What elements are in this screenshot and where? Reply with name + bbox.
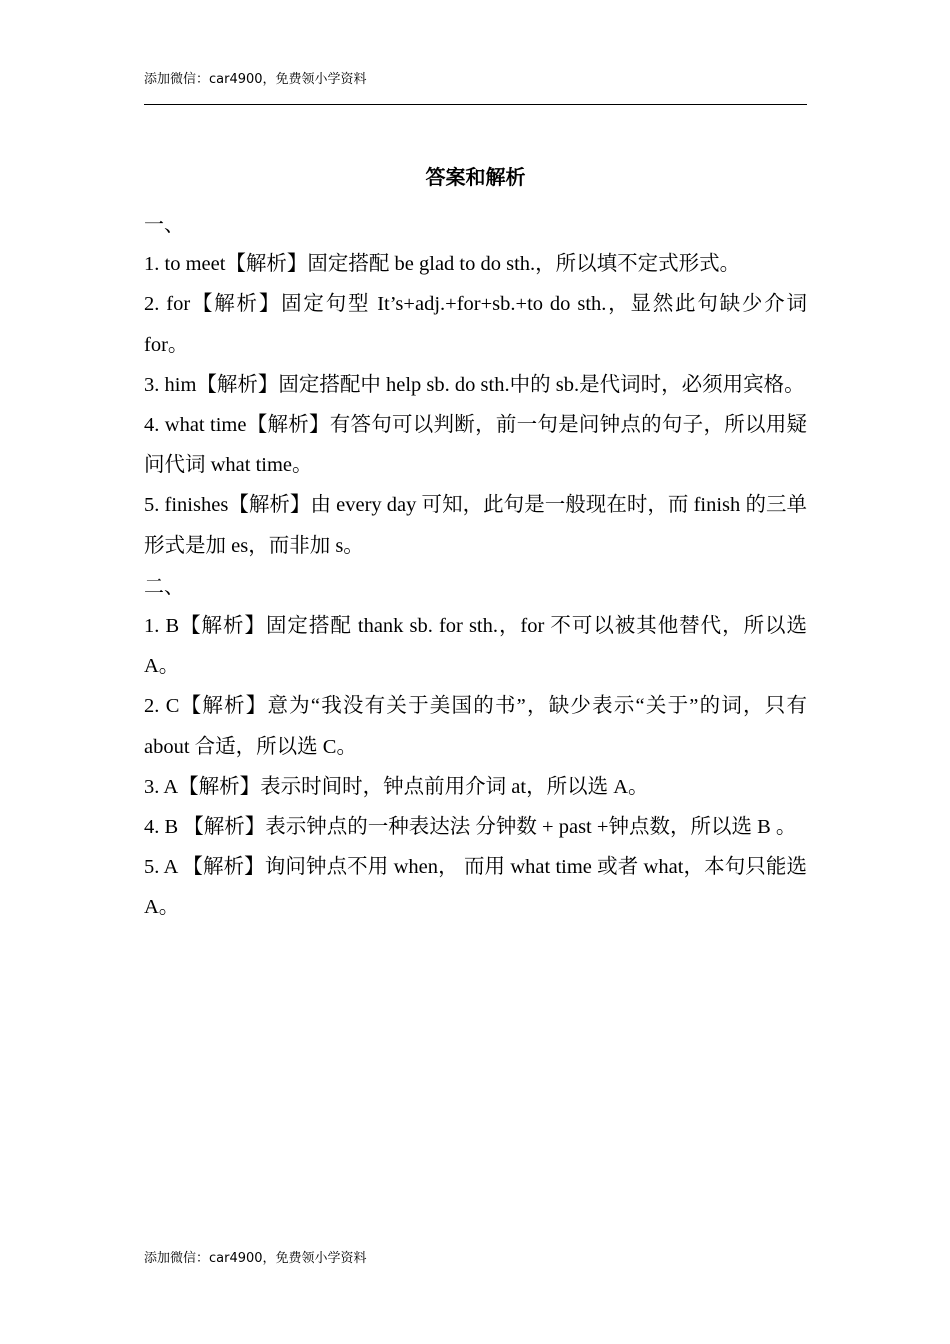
answer-item: 5. A 【解析】询问钟点不用 when， 而用 what time 或者 what，本句只能选 A。 xyxy=(144,856,807,919)
section-heading-2: 二、 xyxy=(144,573,184,598)
answer-item: 1. to meet【解析】固定搭配 be glad to do sth.，所以填不定式形式。 xyxy=(144,253,741,276)
answer-content xyxy=(144,204,807,928)
answer-item: 4. what time【解析】有答句可以判断，前一句是问钟点的句子，所以用疑问代词 what time。 xyxy=(144,414,807,477)
answer-item: 1. B【解析】固定搭配 thank sb. for sth.，for 不可以被其他替代，所以选 A。 xyxy=(144,615,807,678)
header-divider xyxy=(144,104,807,105)
answer-item: 4. B 【解析】表示钟点的一种表达法 分钟数 + past +钟点数，所以选 B 。 xyxy=(144,816,797,839)
answer-item: 3. A【解析】表示时间时，钟点前用介词 at，所以选 A。 xyxy=(144,775,649,798)
answer-item: 2. for【解析】固定句型 It’s+adj.+for+sb.+to do sth.，显然此句缺少介词 for。 xyxy=(144,293,807,356)
answer-item: 3. him【解析】固定搭配中 help sb. do sth.中的 sb.是代词时，必须用宾格。 xyxy=(144,373,805,396)
footer-note: 添加微信：car4900，免费领小学资料 xyxy=(144,1251,367,1266)
page-title: 答案和解析 xyxy=(425,165,526,189)
answer-item: 2. C【解析】意为“我没有关于美国的书”，缺少表示“关于”的词，只有 about 合适，所以选 C。 xyxy=(144,695,807,758)
header-note: 添加微信：car4900，免费领小学资料 xyxy=(144,72,367,87)
section-heading-1: 一、 xyxy=(144,212,184,236)
answer-item: 5. finishes【解析】由 every day 可知，此句是一般现在时，而 finish 的三单形式是加 es，而非加 s。 xyxy=(144,494,807,557)
